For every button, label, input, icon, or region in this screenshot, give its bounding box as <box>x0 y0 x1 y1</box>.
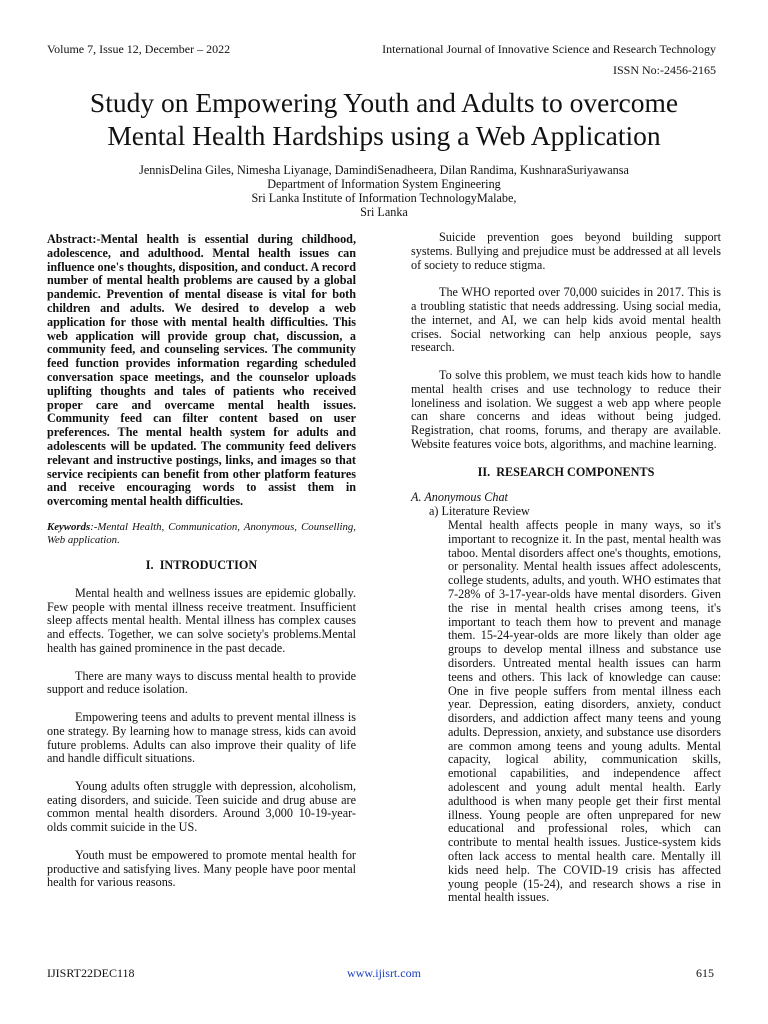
keywords-label: Keywords <box>47 520 91 533</box>
section-heading-introduction <box>47 559 356 573</box>
department: Department of Information System Engineering <box>267 177 501 191</box>
issn: ISSN No:-2456-2165 <box>612 63 716 77</box>
literature-review-text: Mental health affects people in many ways, so it's important to recognize it. In the past, mental health was taboo. Mental disorders affect one's thoughts, emotions, or personality. Mental health issues affect adolescents, college students, adults, and youth. WHO estimates that 7-28% of 3-17-year-olds have mental disorders. Given the rise in mental health crises among teens, it's important to teach them how to prevent and manage them. 15-24-year-olds are more likely than older age groups to develop mental illness and substance use disorders. Untreated mental health issues can harm teens and others. This lack of knowledge can cause: One in five people suffers from mental illness each year. Depression, eating disorders, anxiety, conduct disorders, and addiction affect many teens and young adults. Depression, anxiety, and substance use disorders are common among teens and young adults. Mental capacity, logical ability, communication skills, emotional capabilities, and independence affect adolescent and young adult mental health. Early adulthood is when many people get their first mental illness. Young people are often unprepared for new educational and professional roles, which can contribute to mental health issues. Justice-system kids often lack access to mental health care. Mentally ill kids need help. The COVID-19 crisis has affected young people (15-24), and research shows a rise in mental health issues. <box>448 517 721 905</box>
abstract-text: Mental health is essential during childhood, adolescence, and adulthood. Mental health issues can influence one's thoughts, disposition, and conduct. A record number of mental health problems are caused by a global pandemic. Prevention of mental disease is vital for both children and adults. We desired to develop a web application for those with mental health difficulties. This web application will provide group chat, discussion, a community feed, and counseling services. The community feed function provides information regarding scheduled conversation space meetings, and the counselor uploads uplifting thoughts and tales of patients who received proper care and overcame mental health issues. Community feed can filter content based on user preferences. The mental health system for adults and adolescents will be updated. The community feed delivers relevant and instructive postings, links, and images so that service recipients can benefit from other platform features and receive encouraging words to assist them in overcoming mental health difficulties. <box>47 232 356 509</box>
intro-paragraph: Young adults often struggle with depression, alcoholism, eating disorders, and suicide. Teen suicide and drug abuse are common mental health disorders. Around 3,000 10-19-year-olds commit suicide in the US. <box>47 778 356 835</box>
author-names: JennisDelina Giles, Nimesha Liyanage, DamindiSenadheera, Dilan Randima, KushnaraSuriyawansa <box>139 163 629 177</box>
section-number: II. <box>477 464 491 479</box>
intro-paragraph: The WHO reported over 70,000 suicides in 2017. This is a troubling statistic that needs addressing. Using social media, the internet, and AI, we can help kids avoid mental health crises. Social networking can help anxious people, says research. <box>411 285 721 355</box>
keywords <box>47 521 356 547</box>
intro-paragraph: Mental health and wellness issues are epidemic globally. Few people with mental illness receive treatment. Insufficient sleep affects mental health. Mental illness has complex causes and effects. Together, we can solve society's problems.Mental health has gained prominence in the past decade. <box>47 585 356 655</box>
country: Sri Lanka <box>360 205 408 219</box>
footer-url-link[interactable]: www.ijisrt.com <box>347 966 421 980</box>
right-column <box>411 231 721 905</box>
title-line-1: Study on Empowering Youth and Adults to overcome <box>89 87 679 118</box>
footer-paper-id: IJISRT22DEC118 <box>47 966 135 980</box>
intro-paragraph: Empowering teens and adults to prevent mental illness is one strategy. By learning how to manage stress, kids can avoid future problems. Adults can also improve their quality of life and handle difficult situations. <box>47 709 356 766</box>
keywords-text: :-Mental Health, Communication, Anonymous, Counselling, Web application. <box>47 520 356 546</box>
page-number: 615 <box>696 966 714 980</box>
abstract-label: Abstract:- <box>47 232 101 246</box>
section-title: INTRODUCTION <box>159 557 258 572</box>
author-block <box>30 163 738 219</box>
subsection-anonymous-chat: A. Anonymous Chat <box>411 490 508 505</box>
section-heading-research <box>411 466 721 480</box>
intro-paragraph: To solve this problem, we must teach kids how to handle mental health crises and use technology to reduce their loneliness and isolation. We suggest a web app where people can share concerns and ideas without being judged. Registration, chat rooms, forums, and therapy are available. Website features voice bots, algorithms, and machine learning. <box>411 367 721 451</box>
paper-title <box>30 86 738 152</box>
journal-name: International Journal of Innovative Science and Research Technology <box>382 42 716 56</box>
institute: Sri Lanka Institute of Information TechnologyMalabe, <box>251 191 517 205</box>
volume-info: Volume 7, Issue 12, December – 2022 <box>47 42 231 56</box>
intro-paragraph: Suicide prevention goes beyond building support systems. Bullying and prejudice must be addressed at all levels of society to reduce stigma. <box>411 230 721 272</box>
subsubsection-literature-review: a) Literature Review <box>429 504 530 519</box>
left-column <box>47 233 356 904</box>
abstract <box>47 233 356 509</box>
title-line-2: Mental Health Hardships using a Web Application <box>107 120 661 151</box>
section-title: RESEARCH COMPONENTS <box>496 464 655 479</box>
intro-paragraph: There are many ways to discuss mental health to provide support and reduce isolation. <box>47 668 356 697</box>
footer-url-wrap <box>0 966 768 981</box>
intro-paragraph: Youth must be empowered to promote mental health for productive and satisfying lives. Many people have poor mental health for various reasons. <box>47 847 356 890</box>
section-number: I. <box>145 557 154 572</box>
